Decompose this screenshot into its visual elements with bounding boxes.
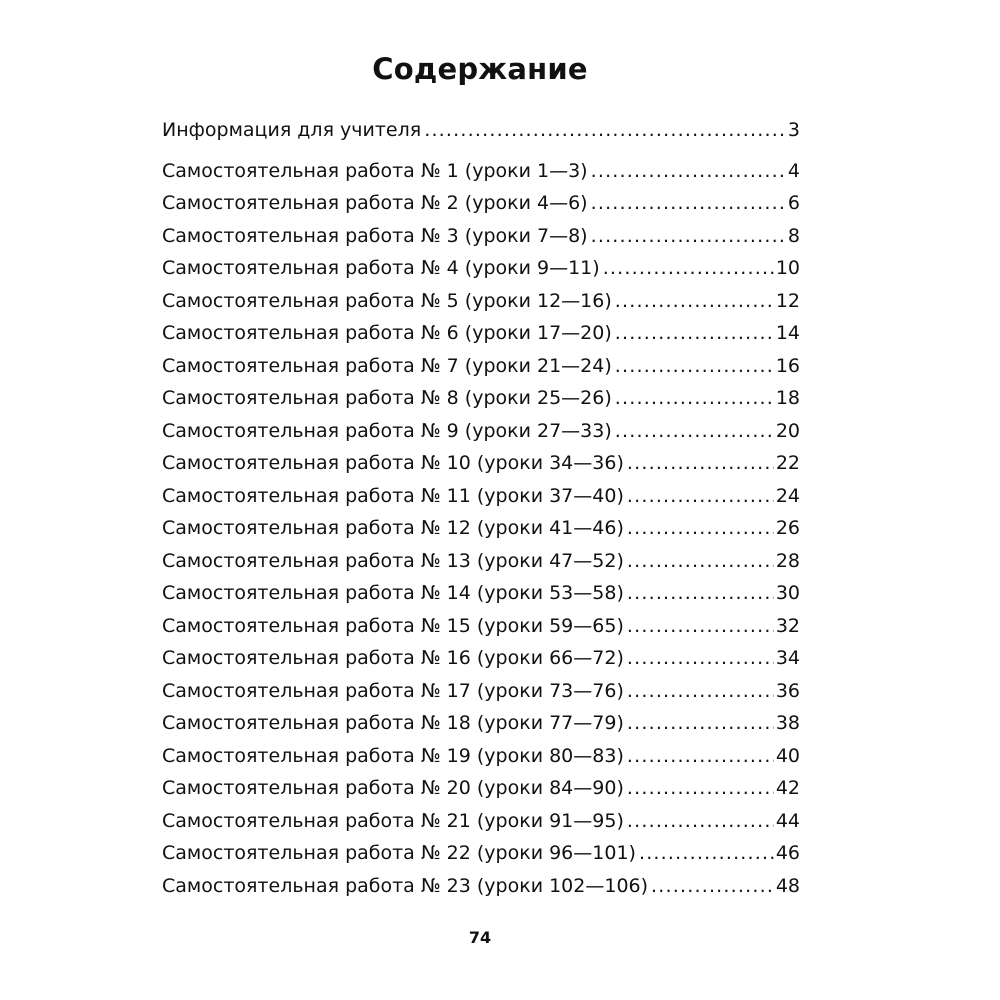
toc-entry [162, 837, 800, 870]
toc-entry-label: Самостоятельная работа № 4 (уроки 9—11) [162, 257, 600, 279]
dot-leader [615, 415, 774, 448]
toc-entry [162, 350, 800, 383]
toc-entry [162, 317, 800, 350]
toc-entry [162, 870, 800, 903]
toc-entry [162, 155, 800, 188]
toc-entry-label: Самостоятельная работа № 7 (уроки 21—24) [162, 354, 612, 377]
toc-entry-label: Самостоятельная работа № 19 (уроки 80—83) [162, 744, 624, 767]
toc-entry [162, 285, 800, 318]
toc-entry [162, 415, 800, 448]
dot-leader [639, 837, 774, 870]
dot-leader [603, 252, 774, 285]
toc-entry-label: Самостоятельная работа № 13 (уроки 47—52) [162, 549, 624, 572]
toc-entry-page: 38 [775, 712, 800, 734]
dot-leader [627, 512, 774, 545]
toc-entry-page: 10 [775, 257, 800, 279]
toc-entry [162, 220, 800, 253]
toc-entry-label: Самостоятельная работа № 11 (уроки 37—40) [162, 484, 624, 507]
toc-entry-label: Самостоятельная работа № 15 (уроки 59—65) [162, 614, 624, 637]
dot-leader [615, 382, 774, 415]
dot-leader [627, 610, 774, 643]
toc-entry-page: 44 [775, 809, 800, 832]
toc-entry-page: 28 [775, 549, 800, 572]
dot-leader [627, 740, 774, 773]
toc-entry-label: Самостоятельная работа № 12 (уроки 41—46) [162, 517, 624, 539]
dot-leader [627, 772, 774, 805]
dot-leader [424, 114, 786, 147]
toc-entry-label: Самостоятельная работа № 5 (уроки 12—16) [162, 289, 612, 312]
toc-entry-label: Самостоятельная работа № 18 (уроки 77—79) [162, 712, 624, 734]
toc-entry-page: 30 [775, 582, 800, 604]
dot-leader [651, 870, 774, 903]
dot-leader [615, 317, 774, 350]
toc-entry-label: Самостоятельная работа № 20 (уроки 84—90) [162, 777, 624, 799]
toc-entry-label: Самостоятельная работа № 9 (уроки 27—33) [162, 419, 612, 442]
dot-leader [591, 155, 786, 188]
toc-entry [162, 187, 800, 220]
toc-entry-page: 36 [775, 679, 800, 702]
dot-leader [627, 642, 774, 675]
toc-entry-page: 32 [775, 614, 800, 637]
toc-entry-label: Самостоятельная работа № 3 (уроки 7—8) [162, 224, 588, 247]
dot-leader [627, 545, 774, 578]
toc-entry-label: Самостоятельная работа № 22 (уроки 96—101) [162, 842, 636, 864]
toc-entry-label: Самостоятельная работа № 1 (уроки 1—3) [162, 159, 588, 182]
toc-entry [162, 382, 800, 415]
toc-entry-label: Самостоятельная работа № 2 (уроки 4—6) [162, 192, 588, 214]
toc-entry-label: Самостоятельная работа № 8 (уроки 25—26) [162, 387, 612, 409]
toc-entry-page: 18 [775, 387, 800, 409]
toc-entry [162, 480, 800, 513]
toc-entry [162, 805, 800, 838]
toc-entry-page: 46 [775, 842, 800, 864]
dot-leader [591, 187, 786, 220]
toc-entry [162, 512, 800, 545]
toc-entry-label: Самостоятельная работа № 10 (уроки 34—36) [162, 452, 624, 474]
dot-leader [627, 805, 774, 838]
page-title: Содержание [372, 52, 588, 86]
toc-entry-page: 12 [775, 289, 800, 312]
toc-entry-page: 6 [787, 192, 800, 214]
toc-entry [162, 642, 800, 675]
toc-entry-page: 26 [775, 517, 800, 539]
toc-entry-page: 14 [775, 322, 800, 344]
toc-entry-page: 22 [775, 452, 800, 474]
toc-entry [162, 707, 800, 740]
toc-entry-page: 3 [787, 119, 800, 141]
toc-entry [162, 772, 800, 805]
dot-leader [615, 350, 774, 383]
dot-leader [615, 285, 774, 318]
toc-entry-label: Информация для учителя [162, 119, 422, 141]
dot-leader [627, 577, 774, 610]
dot-leader [627, 447, 774, 480]
dot-leader [591, 220, 786, 253]
toc-entry-label: Самостоятельная работа № 17 (уроки 73—76) [162, 679, 624, 702]
toc-entry [162, 545, 800, 578]
toc-entry-page: 42 [775, 777, 800, 799]
toc-entry-page: 20 [775, 419, 800, 442]
toc-entry-page: 24 [775, 484, 800, 507]
toc-entry-page: 40 [775, 744, 800, 767]
toc-entry [162, 740, 800, 773]
dot-leader [627, 675, 774, 708]
toc-entry-page: 4 [787, 159, 800, 182]
toc-entry-page: 48 [775, 874, 800, 897]
toc-entry [162, 577, 800, 610]
toc-entry-label: Самостоятельная работа № 23 (уроки 102—106) [162, 874, 649, 897]
toc-entry-label: Самостоятельная работа № 14 (уроки 53—58) [162, 582, 624, 604]
toc-entry [162, 447, 800, 480]
toc-entry [162, 675, 800, 708]
dot-leader [627, 707, 774, 740]
toc-entry-page: 34 [775, 647, 800, 669]
toc-entry-label: Самостоятельная работа № 21 (уроки 91—95) [162, 809, 624, 832]
table-of-contents [162, 114, 800, 902]
dot-leader [627, 480, 774, 513]
toc-entry [162, 610, 800, 643]
toc-entry-intro [162, 114, 800, 147]
toc-entry-label: Самостоятельная работа № 6 (уроки 17—20) [162, 322, 612, 344]
toc-entry-page: 8 [787, 224, 800, 247]
page-number: 74 [468, 928, 492, 947]
toc-entry-page: 16 [775, 354, 800, 377]
toc-entry [162, 252, 800, 285]
toc-entry-label: Самостоятельная работа № 16 (уроки 66—72) [162, 647, 624, 669]
